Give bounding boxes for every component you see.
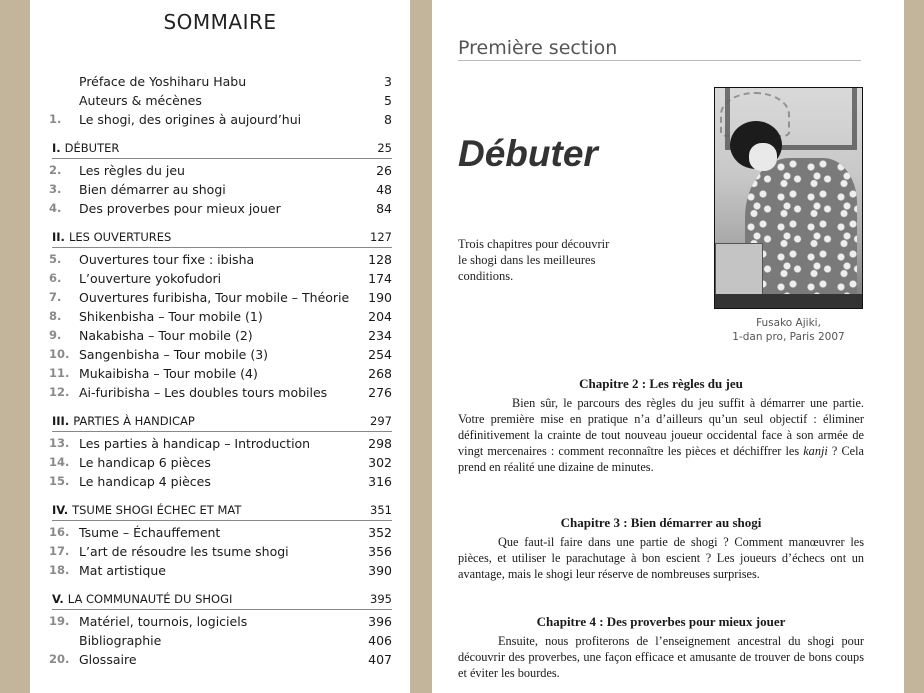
chapter-number: 16. — [49, 525, 70, 539]
entry-title: Le shogi, des origines à aujourd’hui — [79, 112, 302, 127]
page-number: 26 — [376, 163, 392, 178]
toc-entry[interactable] — [49, 472, 392, 491]
entry-title: Le handicap 4 pièces — [79, 474, 211, 489]
photo-face — [749, 143, 777, 171]
caption-line-1: Fusako Ajiki, — [756, 317, 821, 329]
entry-title: L’art de résoudre les tsume shogi — [79, 544, 289, 559]
page-number: 3 — [384, 74, 392, 89]
chapter-3-summary — [458, 515, 864, 582]
toc-entry[interactable] — [49, 326, 392, 345]
page-number: 254 — [368, 347, 392, 362]
chapter-number: 6. — [49, 271, 62, 285]
entry-title: Nakabisha – Tour mobile (2) — [79, 328, 253, 343]
entry-title: Les parties à handicap – Introduction — [79, 436, 311, 451]
page-number: 128 — [368, 252, 392, 267]
page-number: 234 — [368, 328, 392, 343]
chapter-4-summary — [458, 614, 864, 681]
chapter-number: 8. — [49, 309, 62, 323]
caption-line-2: 1-dan pro, Paris 2007 — [732, 331, 845, 343]
chapter-number: 17. — [49, 544, 70, 558]
entry-title: Glossaire — [79, 652, 137, 667]
toc-entry[interactable] — [49, 180, 392, 199]
chapter-number: 10. — [49, 347, 70, 361]
section-title: LES OUVERTURES — [68, 230, 172, 244]
chapter-number: 11. — [49, 366, 70, 380]
chapter-number: 19. — [49, 614, 70, 628]
toc-section-heading[interactable] — [52, 413, 392, 432]
chapter-number: 15. — [49, 474, 70, 488]
chapter-number: 12. — [49, 385, 70, 399]
entry-title: Préface de Yoshiharu Habu — [79, 74, 247, 89]
entry-title: Bibliographie — [79, 633, 162, 648]
entry-title: Bien démarrer au shogi — [79, 182, 226, 197]
toc-list — [49, 72, 392, 669]
page-number: 316 — [368, 474, 392, 489]
section-title: DÉBUTER — [64, 141, 120, 155]
part-title: Débuter — [458, 133, 598, 174]
section-roman-numeral: V. — [52, 592, 64, 606]
chapter-heading: Chapitre 2 : Les règles du jeu — [579, 376, 743, 391]
section-roman-numeral: I. — [52, 141, 61, 155]
page-number: 356 — [368, 544, 392, 559]
toc-entry[interactable] — [49, 161, 392, 180]
toc-section-heading[interactable] — [52, 591, 392, 610]
toc-entry[interactable] — [49, 72, 392, 91]
chapter-body — [458, 395, 864, 475]
section-page-number: 351 — [370, 503, 392, 517]
entry-title: L’ouverture yokofudori — [79, 271, 222, 286]
chapter-number: 18. — [49, 563, 70, 577]
toc-section-heading[interactable] — [52, 502, 392, 521]
toc-entry[interactable] — [49, 523, 392, 542]
entry-title: Auteurs & mécènes — [79, 93, 202, 108]
body-italic-term: kanji — [803, 444, 828, 458]
section-roman-numeral: III. — [52, 414, 70, 428]
toc-entry[interactable] — [49, 453, 392, 472]
toc-section-heading[interactable] — [52, 140, 392, 159]
body-text: ? Cela prend en réalité une dizaine de minutes. — [458, 444, 864, 474]
toc-entry[interactable] — [49, 307, 392, 326]
chapter-number: 1. — [49, 112, 62, 126]
page-number: 276 — [368, 385, 392, 400]
page-number: 352 — [368, 525, 392, 540]
entry-title: Le handicap 6 pièces — [79, 455, 211, 470]
section-title: LA COMMUNAUTÉ DU SHOGI — [67, 592, 233, 606]
photo-floor — [715, 294, 862, 308]
chapter-2-summary — [458, 376, 864, 475]
entry-title: Ai-furibisha – Les doubles tours mobiles — [79, 385, 328, 400]
toc-entry[interactable] — [49, 199, 392, 218]
page-number: 8 — [384, 112, 392, 127]
chapter-number — [49, 72, 79, 91]
chapter-number: 4. — [49, 201, 62, 215]
page-number: 190 — [368, 290, 392, 305]
page-number: 390 — [368, 563, 392, 578]
entry-title: Tsume – Échauffement — [79, 525, 221, 540]
page-number: 174 — [368, 271, 392, 286]
entry-title: Shikenbisha – Tour mobile (1) — [79, 309, 263, 324]
chapter-number: 9. — [49, 328, 62, 342]
chapter-number: 20. — [49, 652, 70, 666]
toc-entry[interactable] — [49, 110, 392, 129]
toc-entry[interactable] — [49, 364, 392, 383]
toc-entry[interactable] — [49, 542, 392, 561]
toc-entry[interactable] — [49, 288, 392, 307]
toc-entry[interactable] — [49, 612, 392, 631]
toc-entry[interactable] — [49, 91, 392, 110]
page-number: 268 — [368, 366, 392, 381]
chapter-number: 7. — [49, 290, 62, 304]
chapter-number: 14. — [49, 455, 70, 469]
page-number: 48 — [376, 182, 392, 197]
chapter-number — [49, 631, 79, 650]
section-roman-numeral: II. — [52, 230, 65, 244]
entry-title: Matériel, tournois, logiciels — [79, 614, 248, 629]
photo-shogi-player — [714, 87, 863, 309]
page-number: 204 — [368, 309, 392, 324]
left-page-table-of-contents — [30, 0, 410, 693]
entry-title: Sangenbisha – Tour mobile (3) — [79, 347, 269, 362]
chapter-heading: Chapitre 3 : Bien démarrer au shogi — [560, 515, 762, 530]
toc-entry[interactable] — [49, 631, 392, 650]
entry-title: Mat artistique — [79, 563, 166, 578]
toc-entry[interactable] — [49, 269, 392, 288]
page-number: 298 — [368, 436, 392, 451]
entry-title: Ouvertures tour fixe : ibisha — [79, 252, 255, 267]
page-number: 5 — [384, 93, 392, 108]
chapter-number — [49, 91, 79, 110]
section-roman-numeral: IV. — [52, 503, 69, 517]
section-page-number: 127 — [370, 230, 392, 244]
section-page-number: 297 — [370, 414, 392, 428]
toc-entry[interactable] — [49, 650, 392, 669]
page-number: 84 — [376, 201, 392, 216]
page-number: 302 — [368, 455, 392, 470]
page-number: 396 — [368, 614, 392, 629]
entry-title: Des proverbes pour mieux jouer — [79, 201, 281, 216]
chapter-number: 3. — [49, 182, 62, 196]
section-page-number: 395 — [370, 592, 392, 606]
chapter-number: 2. — [49, 163, 62, 177]
chapter-heading: Chapitre 4 : Des proverbes pour mieux jouer — [536, 614, 786, 629]
toc-entry[interactable] — [49, 434, 392, 453]
toc-title: SOMMAIRE — [163, 10, 277, 34]
toc-entry[interactable] — [49, 250, 392, 269]
page-number: 407 — [368, 652, 392, 667]
chapter-body: Ensuite, nous profiterons de l’enseignement ancestral du shogi pour découvrir des proverbes, une façon efficace et amusante de trouver de bons coups et éviter les bourdes. — [458, 634, 864, 680]
section-heading: Première section — [458, 36, 861, 61]
section-title: TSUME SHOGI ÉCHEC ET MAT — [72, 503, 242, 517]
chapter-number: 13. — [49, 436, 70, 450]
section-page-number: 25 — [377, 141, 392, 155]
entry-title: Mukaibisha – Tour mobile (4) — [79, 366, 258, 381]
chapter-body: Que faut-il faire dans une partie de shogi ? Comment manœuvrer les pièces, et utiliser le parachutage à bon escient ? Les joueurs d’échecs ont un avantage, mais le shogi leur réserve de nombreuses surprises. — [458, 535, 864, 581]
toc-entry[interactable] — [49, 383, 392, 402]
toc-entry[interactable] — [49, 561, 392, 580]
chapter-number: 5. — [49, 252, 62, 266]
part-intro: Trois chapitres pour découvrir le shogi dans les meilleures conditions. — [458, 237, 610, 283]
body-text: Bien sûr, le parcours des règles du jeu suffit à démarrer une partie. Votre première mise en pratique n’a d’ailleurs qu’un seul objectif : éliminer définitivement la crainte de tout nouveau joueur occidental face à son armée de vingt mercenaires : comment reconnaître les pièces et déchiffrer les — [458, 396, 864, 458]
photo-shogi-board — [715, 243, 763, 298]
right-page-section-opener — [432, 0, 904, 693]
photo-caption — [714, 316, 863, 344]
entry-title: Ouvertures furibisha, Tour mobile – Théorie — [79, 290, 350, 305]
toc-entry[interactable] — [49, 345, 392, 364]
toc-section-heading[interactable] — [52, 229, 392, 248]
entry-title: Les règles du jeu — [79, 163, 185, 178]
page-number: 406 — [368, 633, 392, 648]
section-title: PARTIES À HANDICAP — [73, 414, 195, 428]
